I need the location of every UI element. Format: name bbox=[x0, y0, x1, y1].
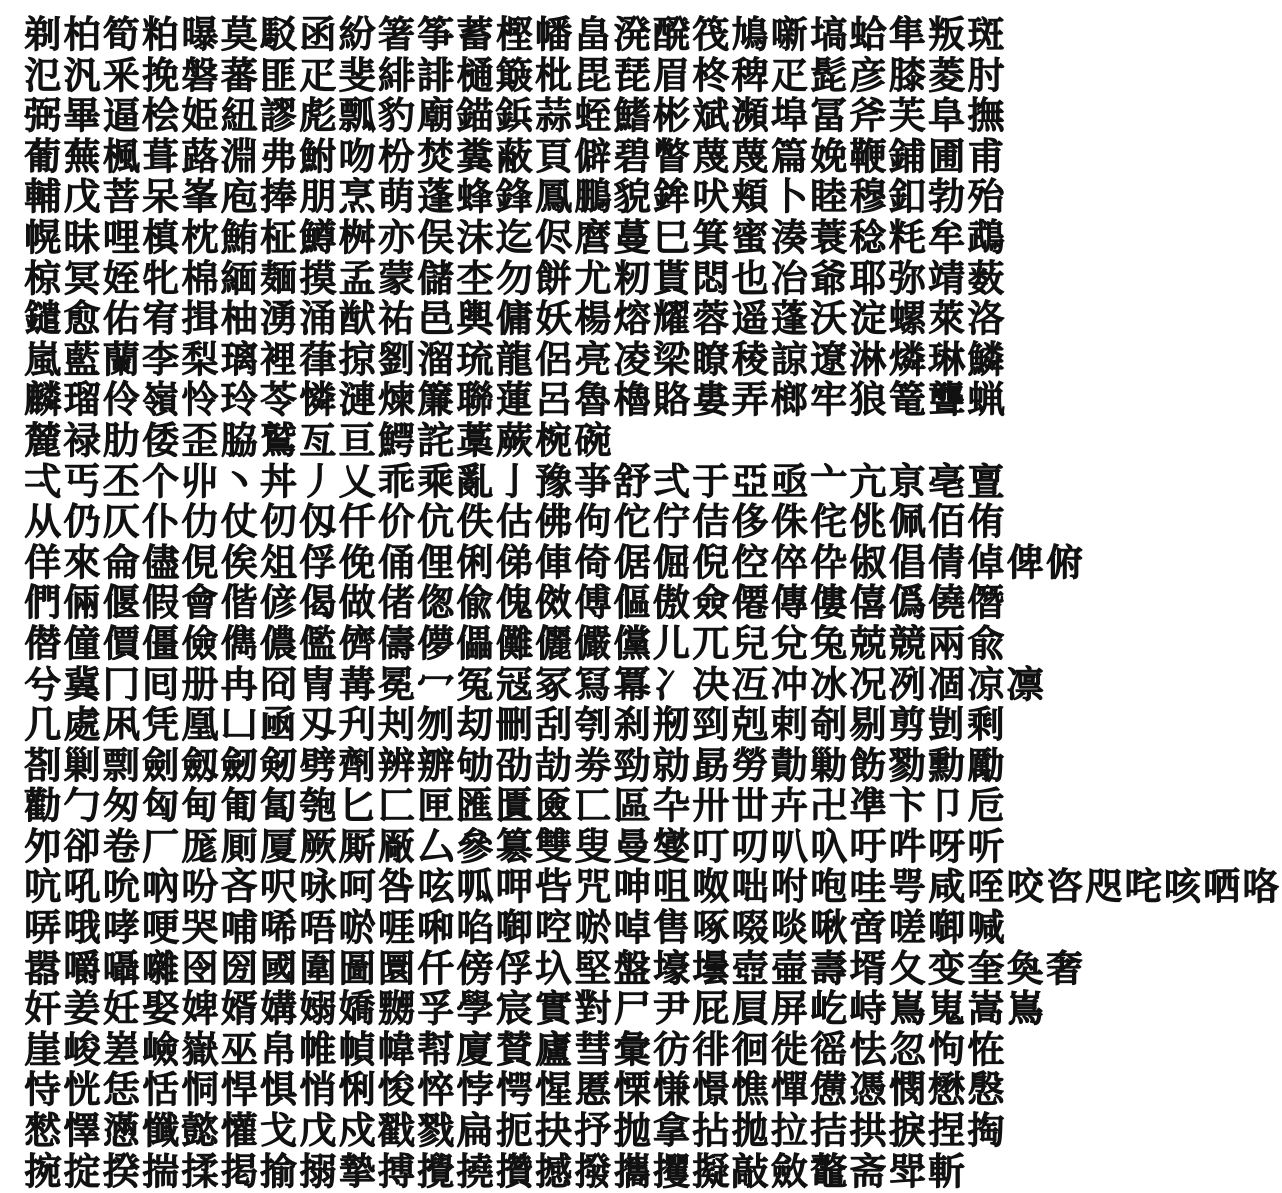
text-line: 哢哦哮哽哭哺唏唔唹啀啝啗啣啌唹啅售啄啜啖啾啻嗟啣喊 bbox=[24, 905, 1007, 950]
text-line: 弼畢逼桧姫紐謬彪瓢豹廟錨鋲蒜蛭鰭彬斌瀕埠冨斧芙阜撫 bbox=[24, 93, 1007, 138]
text-line: 們倆偃假會偕偐偈做偖偬偸傀傚傅傴傲僉僊傳僂僖僞僥僭 bbox=[24, 580, 1007, 625]
text-line: 从仍仄仆仂仗仞仭仟价伉佚估佛佝佗佇佶侈侏侘佻佩佰侑 bbox=[24, 499, 1007, 544]
text-line: 夘卻卷厂厖厠厦厥厮厰厶參簒雙叟曼燮叮叨叭叺吁吽呀听 bbox=[24, 823, 1007, 868]
text-line: 椋冥姪牝棉緬麺摸孟蒙儲杢勿餅尤籾貰悶也冶爺耶弥靖薮 bbox=[24, 255, 1007, 300]
text-line: 吭吼吮吶吩吝呎咏呵咎呟呱呷呰咒呻咀呶咄咐咆哇咢咸咥咬咨咫咤咳哂咯 bbox=[24, 864, 1282, 909]
text-line: 剃柏筍粕曝莫駁函紛箸筝蓄樫幡畠溌醗筏鳩噺塙蛤隼叛斑 bbox=[24, 12, 1007, 56]
text-line: 嵐藍蘭李梨璃裡葎掠劉溜琉龍侶亮凌梁瞭稜諒遼淋燐琳鱗 bbox=[24, 336, 1007, 381]
text-line: 葡蕪楓葺蕗淵弗鮒吻枌焚糞蔽頁僻碧瞥蔑蔑篇娩鞭鋪圃甫 bbox=[24, 133, 1007, 178]
specimen-block-1 bbox=[24, 12, 1007, 462]
text-line: 氾汎釆挽磐蕃匪疋斐緋誹樋簸枇毘琵眉柊稗疋髭彦膝菱肘 bbox=[24, 52, 1007, 97]
text-line: 佯來侖儘俔俟俎俘俛俑俚俐俤俥倚倨倔倪倥倅伜俶倡倩倬俾俯 bbox=[24, 539, 1086, 584]
text-line: 幌昧哩槙枕鮪柾鱒桝亦俣沫迄侭麿蔓巳箕蜜湊蓑稔粍牟鵡 bbox=[24, 214, 1007, 259]
text-line: 兮冀冂囘册冉冏冑冓冕冖冤冦冢冩冪冫决冱冲冰况冽凅凉凛 bbox=[24, 661, 1046, 706]
text-line: 嚣嚼囁囃囹圀國圍圖圜仟傍俘圦堅盤壕壜壺壷壽壻夂变奎奐奢 bbox=[24, 945, 1086, 990]
text-line: 勸勹匆匈甸匍匐匏匕匚匣匯匱匳匸區卆卅丗卉卍凖卞卩卮 bbox=[24, 783, 1007, 828]
text-line: 崖峻嵳嶮嶽巫帛帷幀幃幇廈賛廬彗彙彷徘徊徙徭怯忽怐恠 bbox=[24, 1026, 1007, 1071]
text-line: 剳剿剽劍劔劒剱劈劑辨辧劬劭劼劵勁勍勗勞勣勦飭勠勳勵 bbox=[24, 742, 1007, 787]
specimen-block-2 bbox=[24, 458, 1282, 1193]
text-line: 几處凩凭凰凵凾刄刋刔刎刧刪刮刳刹剏剄剋剌剞剔剪剴剩 bbox=[24, 702, 1007, 747]
text-line: 恃恍恁恬恫悍惧悄悧悛悴悖愕惺慝慄慊憬憔憚憊憑憫懋慇 bbox=[24, 1067, 1007, 1112]
text-line: 奸姜妊娶婢婿媾嫋嬌嬲孚學宸實對尸尹屁屓屏屹峙嶌嵬嵩嶌 bbox=[24, 986, 1046, 1031]
text-line: 僣僮價僵儉儁儂儖儕儔儚儡儺儷儼儻儿兀兒兌兔兢競兩兪 bbox=[24, 620, 1007, 665]
text-line: 麓禄肋倭歪脇鷲亙亘鰐詫藁蕨椀碗 bbox=[24, 417, 614, 462]
text-line: 麟瑠伶嶺怜玲苓憐漣煉簾聯蓮呂魯櫓賂婁弄榔牢狼篭聾蝋 bbox=[24, 377, 1007, 422]
text-line: 鑓愈佑宥揖柚湧涌猷祐邑輿傭妖楊熔耀蓉遥蓬沃淀螺萊洛 bbox=[24, 296, 1007, 341]
text-line: 輔戊菩呆峯庖捧朋烹萌蓬蜂鋒鳳鵬貌鉾吠頬卜睦穆釦勃殆 bbox=[24, 174, 1007, 219]
text-line: 捥掟揆揣揉掲揄搦摯搏攪撓攢撼撥攜攫擬敲斂鼇斋斝斬 bbox=[24, 1148, 968, 1193]
text-line: 弌丐丕个丱丶丼丿乂乖乘亂亅豫亊舒弍于亞亟亠亢亰亳亶 bbox=[24, 458, 1007, 503]
text-line: 憖懌懣懺懿懽戈戊戍戳戮扁扼抉抒抛拿拈拋拉拮拱捩捏掏 bbox=[24, 1108, 1007, 1153]
